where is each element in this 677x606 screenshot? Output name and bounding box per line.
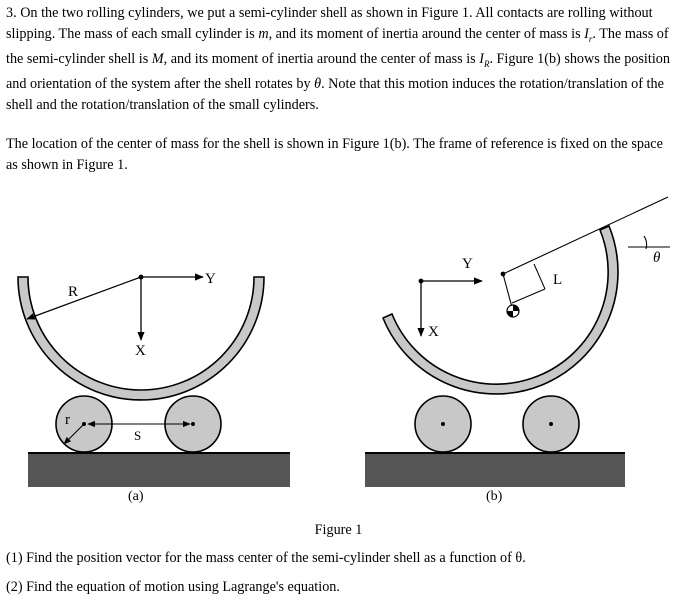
question-1: (1) Find the position vector for the mass center of the semi-cylinder shell as a function of θ. [6,550,526,566]
panel-a-label: (a) [128,489,144,504]
x-label-a: X [135,343,146,359]
radius-line-a [27,277,141,319]
intro-1: 3. On the two rolling cylinders, we put a semi-cylinder shell as shown in Figure 1. All contacts are rolling without slipping. The mass of each small cylinder is m, and its moment of inertia around the center of mass is $I_r$. The mass of the semi-cylinder shell is M, and its moment of inertia around the center of mass is $I_R$. Figure 1(b) shows the position and orientation of the system after the shell rotates by θ. Note that this motion induces the rotation/translation of the shell and the rotation/translation of the small cylinders. [6,5,670,114]
panel-b-label: (b) [486,489,503,504]
tilted-reference-line [503,197,668,274]
panel-a [18,271,290,504]
y-label-a: Y [205,271,216,287]
radius-label-a: R [68,284,79,300]
small-radius-label-a: r [65,412,70,428]
spacing-label-a: S [134,428,142,443]
x-label-b: X [428,324,439,340]
ground-b [365,453,625,487]
angle-label-b: θ [653,250,661,266]
panel-b [365,197,670,504]
question-2: (2) Find the equation of motion using Lagrange's equation. [6,579,340,595]
y-label-b: Y [462,256,473,272]
center-of-mass-symbol [507,305,519,317]
semi-cylinder-shell-b [383,226,618,394]
frame-note: The location of the center of mass for the shell is shown in Figure 1(b). The frame of reference is fixed on the space as shown in Figure 1. [6,136,663,173]
ground-a [28,453,290,487]
figure-caption: Figure 1 [314,522,363,538]
length-label-b: L [553,272,563,288]
